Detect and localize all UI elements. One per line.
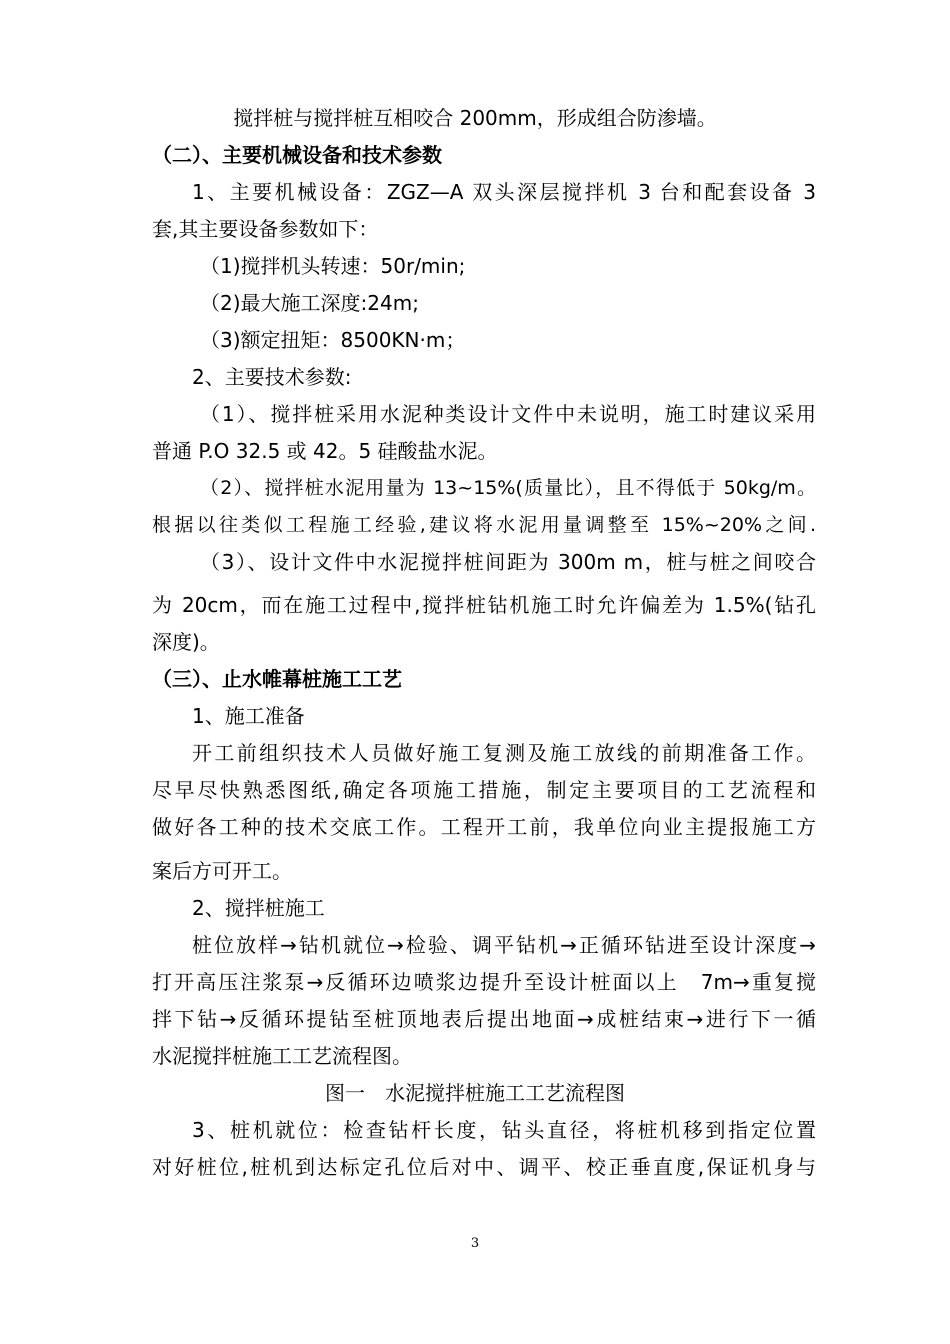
text-line: 案后方可开工。 [152, 859, 292, 883]
section-heading-2: （二）、主要机械设备和技术参数 [152, 143, 442, 167]
text-line: 尽早尽快熟悉图纸,确定各项施工措施，制定主要项目的工艺流程和 [152, 778, 816, 802]
text-line: 普通 P.O 32.5 或 42。5 硅酸盐水泥。 [152, 439, 498, 463]
text-line: （1)搅拌机头转速：50r/min; [200, 254, 466, 278]
text-line: 桩位放样→钻机就位→检验、调平钻机→正循环钻进至设计深度→ [192, 933, 816, 957]
text-line: 1、施工准备 [192, 704, 305, 728]
section-heading-3: （三）、止水帷幕桩施工工艺 [152, 667, 402, 691]
text-line: 套,其主要设备参数如下： [152, 217, 379, 241]
text-line: 1、主要机械设备：ZGZ—A 双头深层搅拌机 3 台和配套设备 3 [192, 180, 816, 204]
text-line: 为 20cm，而在施工过程中,搅拌桩钻机施工时允许偏差为 1.5%(钻孔 [152, 593, 816, 617]
text-line: 对好桩位,桩机到达标定孔位后对中、调平、校正垂直度,保证机身与 [152, 1155, 816, 1179]
text-line: 做好各工种的技术交底工作。工程开工前，我单位向业主提报施工方 [152, 815, 816, 839]
figure-caption: 图一 水泥搅拌桩施工工艺流程图 [325, 1081, 625, 1105]
text-line: （3)额定扭矩：8500KN·m； [200, 328, 466, 352]
text-line: 开工前组织技术人员做好施工复测及施工放线的前期准备工作。 [192, 741, 816, 765]
text-line: 拌下钻→反循环提钻至桩顶地表后提出地面→成桩结束→进行下一循 [152, 1007, 816, 1031]
text-line: 打开高压注浆泵→反循环边喷浆边提升至设计桩面以上 7m→重复搅 [152, 970, 816, 994]
page-number: 3 [470, 1236, 480, 1251]
text-line: 3、桩机就位：检查钻杆长度，钻头直径，将桩机移到指定位置 [192, 1118, 816, 1142]
text-line: 根据以往类似工程施工经验,建议将水泥用量调整至 15%~20%之间. [152, 514, 816, 536]
text-line: 搅拌桩与搅拌桩互相咬合 200mm，形成组合防渗墙。 [233, 106, 717, 130]
text-line: （2)最大施工深度:24m; [200, 291, 419, 315]
text-line: （1）、搅拌桩采用水泥种类设计文件中未说明，施工时建议采用 [200, 402, 816, 426]
text-line: 水泥搅拌桩施工工艺流程图。 [152, 1044, 412, 1068]
text-line: （3）、设计文件中水泥搅拌桩间距为 300m m，桩与桩之间咬合 [200, 550, 816, 574]
text-line: 深度)。 [152, 630, 220, 654]
text-line: 2、主要技术参数: [192, 365, 352, 389]
text-line: 2、搅拌桩施工 [192, 896, 325, 920]
text-line: （2）、搅拌桩水泥用量为 13~15%(质量比），且不得低于 50kg/m。 [200, 477, 816, 499]
